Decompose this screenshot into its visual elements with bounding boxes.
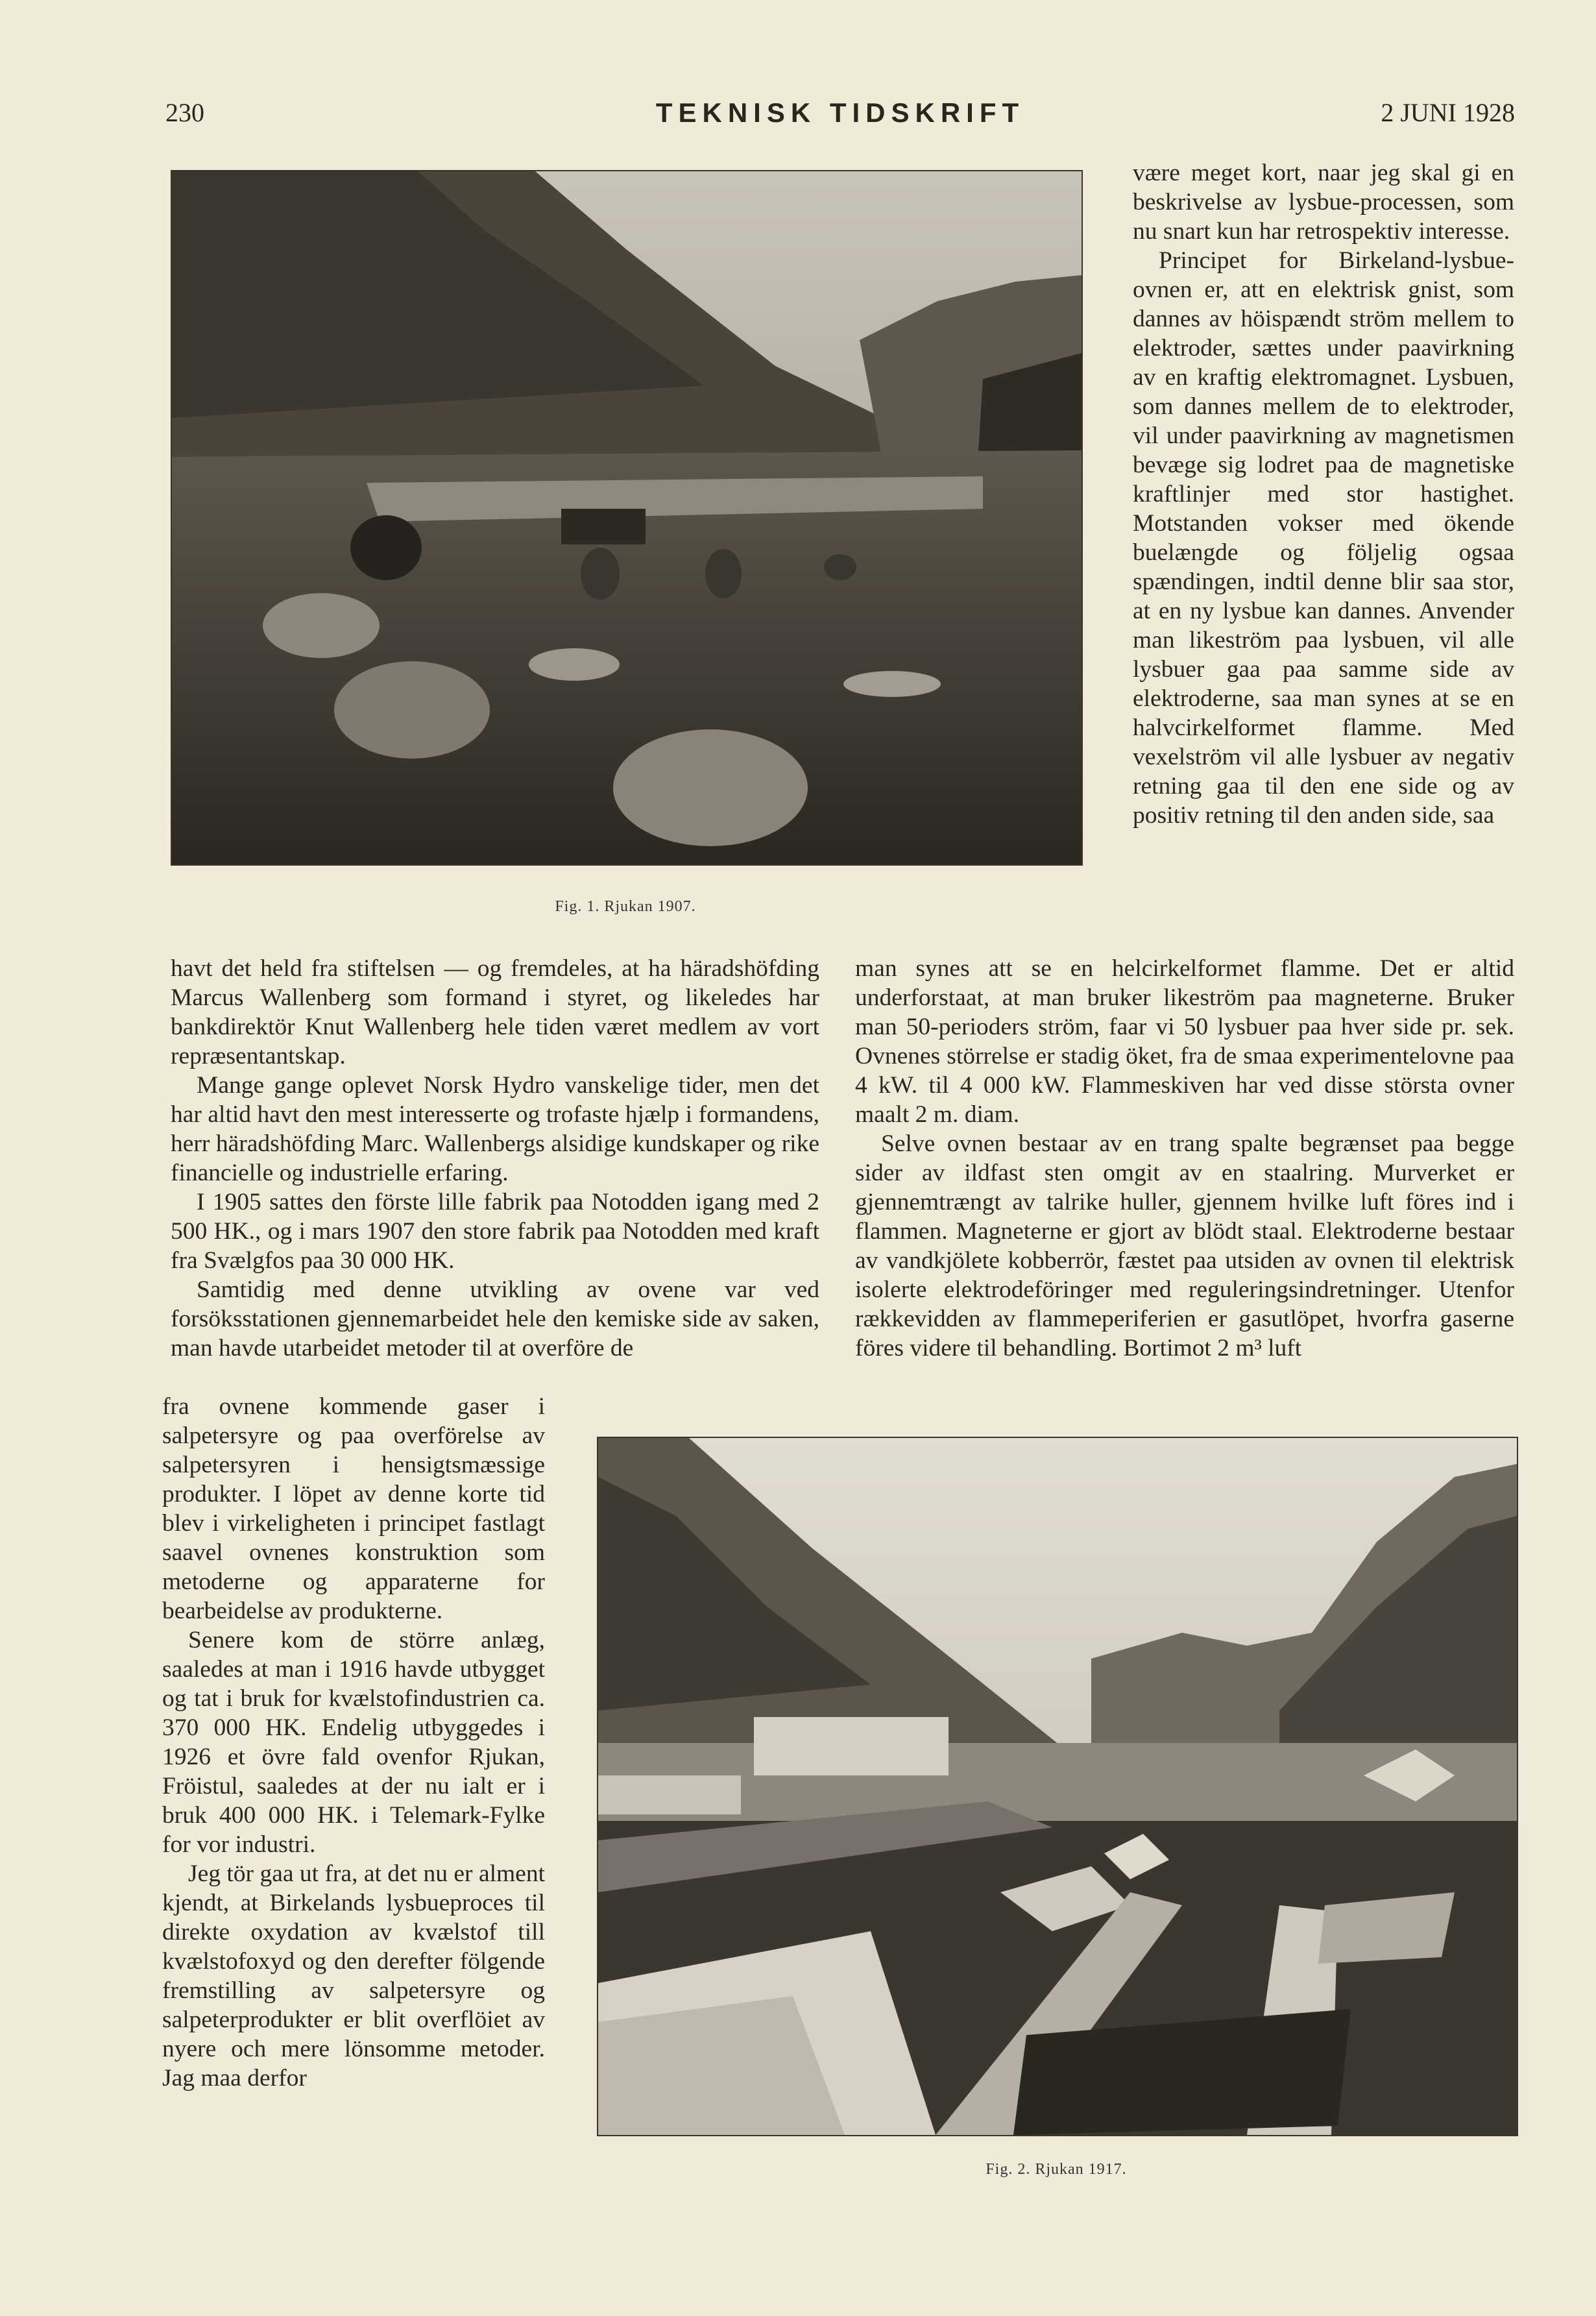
left-column-wide-text [171,954,819,1363]
paragraph: Mange gange oplevet Norsk Hydro vanskelige tider, men det har altid havt den mest interesserte og trofaste hjælp i formandens, herr häradshöfding Marc. Wallenbergs alsidige kundskaper og rike financielle og industrielle erfaring. [171,1072,819,1186]
right-column-upper-text [1133,158,1514,830]
figure-1-caption: Fig. 1. Rjukan 1907. [555,898,696,915]
left-column-narrow-text [162,1392,545,2093]
paragraph: fra ovnene kommende gaser i salpetersyre og paa overförelse av salpetersyren i hensigtsmæssige produkter. I löpet av denne korte tid blev i virkeligheten i principet fastlagt saavel ovnenes konstruktion som metoderne og apparaterne for bearbeidelse av produkterne. [162,1393,545,1624]
figure-1-photo [171,170,1083,866]
paragraph: I 1905 sattes den förste lille fabrik paa Notodden igang med 2 500 HK., og i mars 1907 den store fabrik paa Notodden med kraft fra Svælgfos paa 30 000 HK. [171,1189,819,1274]
running-header [165,97,1515,136]
figure-2-caption: Fig. 2. Rjukan 1917. [985,2161,1127,2178]
paragraph: Senere kom de större anlæg, saaledes at man i 1916 havde utbygget og tat i bruk for kvælstofindustrien ca. 370 000 HK. Endelig utbyggedes i 1926 et övre fald ovenfor Rjukan, Fröistul, saaledes at der nu ialt er i bruk 400 000 HK. i Telemark-Fylke for vor industri. [162,1627,545,1858]
paragraph: Principet for Birkeland-lysbue-ovnen er, att en elektrisk gnist, som dannes av höispændt ström mellem to elektroder, sættes under paavirkning av en kraftig elektromagnet. Lysbuen, som dannes mellem de to elektroder, vil under paavirkning av magnetismen bevæge sig lodret paa de magnetiske kraftlinjer med stor hastighet. Motstanden vokser med ökende buelængde og följelig ogsaa spændingen, indtil denne blir saa stor, at en ny lysbue kan dannes. Anvender man likeström paa lysbuen, vil alle lysbuer gaa paa samme side av elektroderne, saa man synes at se en halvcirkelformet flamme. Med vexelström vil alle lysbuer av negativ retning gaa til den ene side og av positiv retning til den anden side, saa [1133,247,1514,829]
paragraph: man synes att se en helcirkelformet flamme. Det er altid underforstaat, at man bruker likeström paa magneterne. Bruker man 50-perioders ström, faar vi 50 lysbuer paa hver side pr. sek. Ovnenes störrelse er stadig öket, fra de smaa experimentelovne paa 4 kW. til 4 000 kW. Flammeskiven har ved disse största ovner maalt 2 m. diam. [855,955,1514,1128]
issue-date: 2 JUNI 1928 [1381,98,1515,127]
right-column-wide-text [855,954,1514,1363]
journal-title: TEKNISK TIDSKRIFT [655,97,1025,128]
paragraph: Jeg tör gaa ut fra, at det nu er alment kjendt, at Birkelands lysbueproces til direkte oxydation av kvælstof till kvælstofoxyd og den derefter fölgende fremstilling av salpetersyre og salpeterprodukter er blit overflöiet av nyere och mere lönsomme metoder. Jag maa derfor [162,1860,545,2091]
figure-2-photo [597,1437,1518,2136]
paragraph: havt det held fra stiftelsen — og fremdeles, at ha häradshöfding Marcus Wallenberg som formand i styret, og likeledes har bankdirektör Knut Wallenberg hele tiden været medlem av vort repræsentantskap. [171,955,819,1069]
paragraph: være meget kort, naar jeg skal gi en beskrivelse av lysbue-processen, som nu snart kun har retrospektiv interesse. [1133,160,1514,245]
paragraph: Samtidig med denne utvikling av ovene var ved forsöksstationen gjennemarbeidet hele den kemiske side av saken, man havde utarbeidet metoder til at overföre de [171,1276,819,1361]
figure-1-image [172,171,1082,864]
figure-2-image [598,1438,1517,2135]
page-number: 230 [165,98,204,127]
paragraph: Selve ovnen bestaar av en trang spalte begrænset paa begge sider av ildfast sten omgit av en staalring. Murverket er gjennemtrængt av talrike huller, gjennem hvilke luft föres ind i flammen. Magneterne er gjort av blödt staal. Elektroderne bestaar av vandkjölete kobberrör, fæstet paa utsiden av ovnen til elektrisk isolerte elektrodeföringer med reguleringsindretninger. Utenfor rækkevidden av flammeperiferien er gasutlöpet, hvorfra gaserne föres videre til behandling. Bortimot 2 m³ luft [855,1130,1514,1361]
